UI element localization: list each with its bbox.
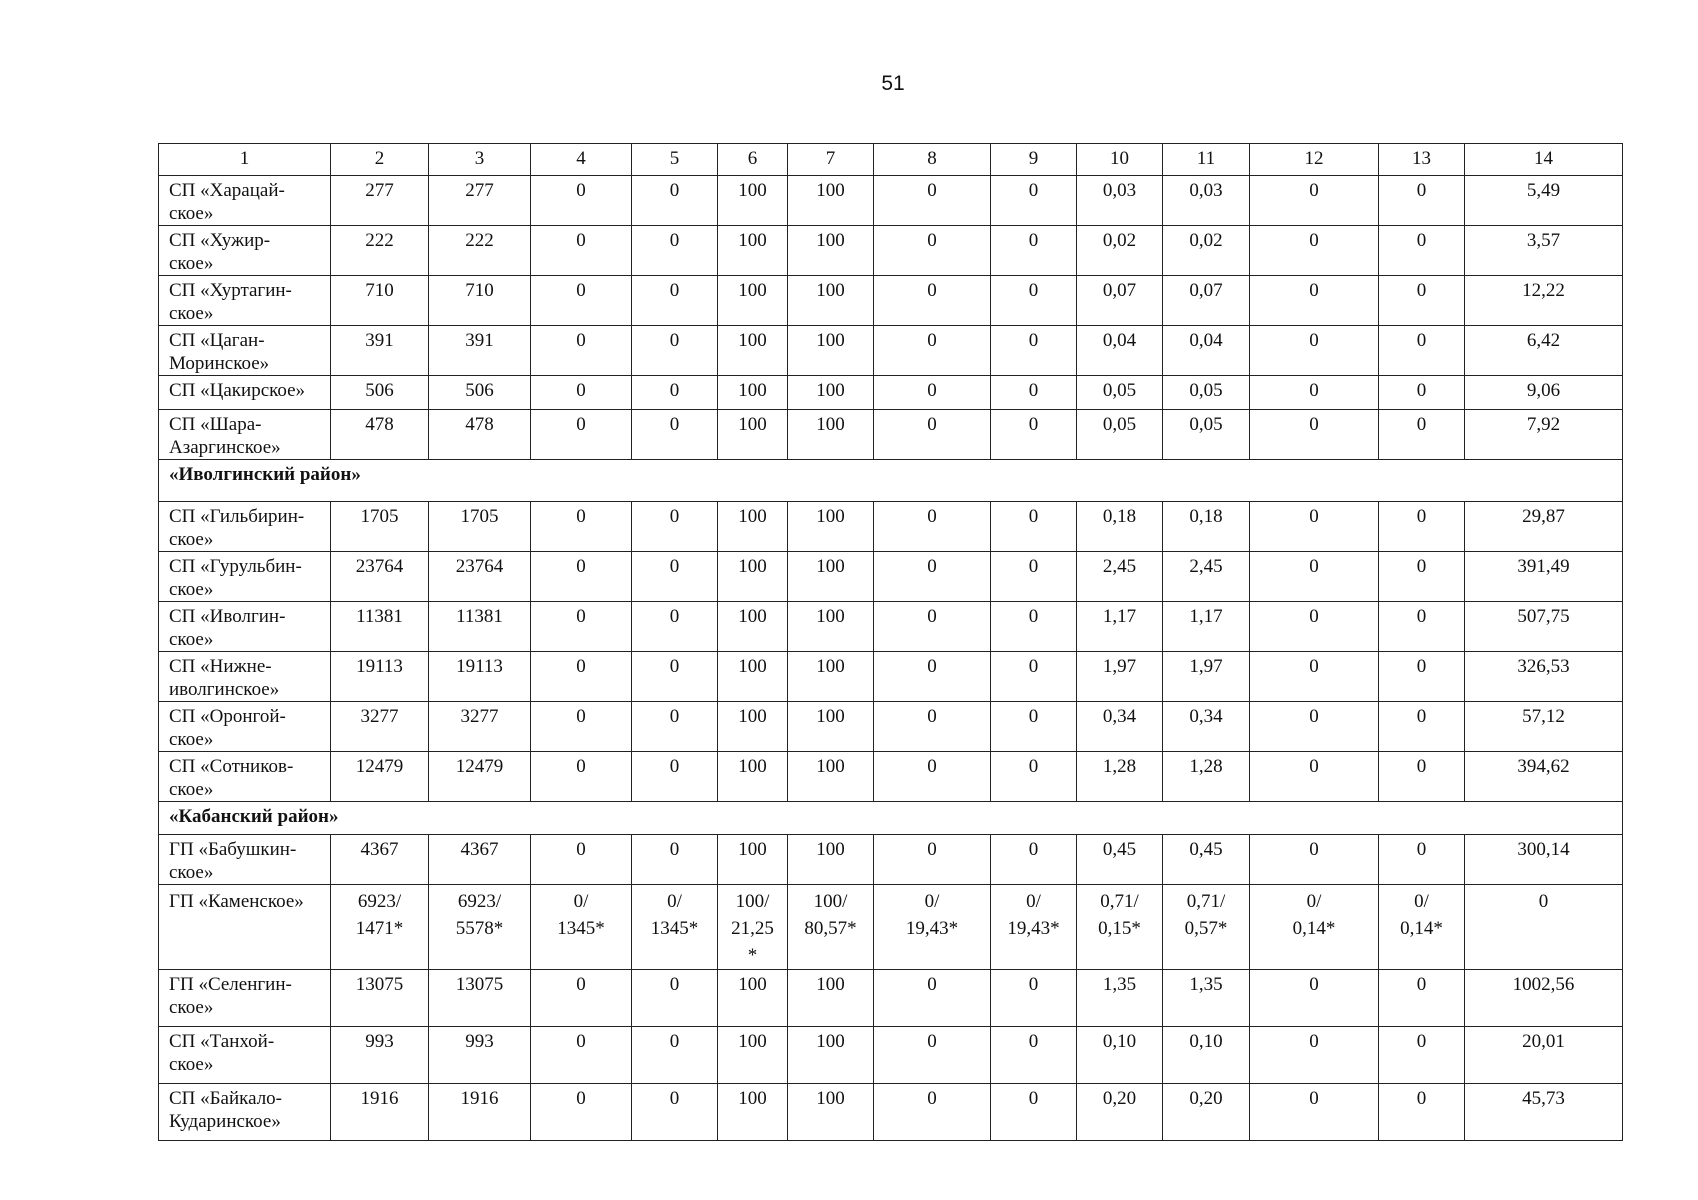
table-cell: 0,05 [1077, 410, 1163, 460]
table-cell: 0 [874, 326, 991, 376]
table-cell: 0 [991, 226, 1077, 276]
page-number: 51 [881, 72, 905, 95]
table-cell: 0 [531, 652, 632, 702]
table-cell: 100 [718, 702, 788, 752]
settlement-name: СП «Хужир- ское» [159, 226, 331, 276]
section-title: «Иволгинский район» [159, 460, 1623, 502]
table-cell: 0 [991, 552, 1077, 602]
table-cell: 0 [1379, 702, 1465, 752]
table-cell: 3,57 [1465, 226, 1623, 276]
table-cell: 100 [788, 176, 874, 226]
table-cell: 222 [331, 226, 429, 276]
table-cell: 0 [632, 410, 718, 460]
table-cell: 0 [632, 1027, 718, 1084]
table-cell: 0 [1379, 652, 1465, 702]
table-cell: 0 [531, 602, 632, 652]
table-cell: 0/ 19,43* [874, 885, 991, 970]
table-cell: 1705 [331, 502, 429, 552]
table-cell: 0,04 [1163, 326, 1250, 376]
table-cell: 7,92 [1465, 410, 1623, 460]
table-cell: 993 [429, 1027, 531, 1084]
table-cell: 0 [1379, 502, 1465, 552]
table-cell: 0,07 [1163, 276, 1250, 326]
table-cell: 45,73 [1465, 1084, 1623, 1141]
table-row [159, 835, 1623, 885]
table-cell: 0 [1379, 326, 1465, 376]
table-cell: 0 [991, 502, 1077, 552]
table-cell: 100 [788, 226, 874, 276]
table-cell: 0 [991, 970, 1077, 1027]
table-cell: 478 [429, 410, 531, 460]
table-cell: 100 [718, 410, 788, 460]
table-cell: 0 [874, 835, 991, 885]
table-cell: 0 [874, 752, 991, 802]
section-row [159, 460, 1623, 502]
table-cell: 394,62 [1465, 752, 1623, 802]
table-cell: 0 [991, 652, 1077, 702]
table-cell: 4367 [331, 835, 429, 885]
table-cell: 100 [788, 1027, 874, 1084]
table-cell: 0 [632, 702, 718, 752]
column-header: 9 [991, 144, 1077, 176]
table-cell: 0 [632, 752, 718, 802]
settlement-name: ГП «Каменское» [159, 885, 331, 970]
table-cell: 0 [1379, 1027, 1465, 1084]
table-cell: 20,01 [1465, 1027, 1623, 1084]
table-cell: 0 [1379, 276, 1465, 326]
table-cell: 0 [1379, 1084, 1465, 1141]
settlement-name: СП «Цакирское» [159, 376, 331, 410]
table-cell: 11381 [331, 602, 429, 652]
table-cell: 0 [1250, 410, 1379, 460]
table-cell: 0 [1379, 376, 1465, 410]
table-cell: 0 [991, 702, 1077, 752]
table-cell: 0 [531, 1027, 632, 1084]
table-cell: 23764 [429, 552, 531, 602]
column-header: 10 [1077, 144, 1163, 176]
table-cell: 391,49 [1465, 552, 1623, 602]
table-cell: 0 [632, 176, 718, 226]
column-header: 12 [1250, 144, 1379, 176]
table-cell: 0 [531, 835, 632, 885]
table-cell: 0,10 [1163, 1027, 1250, 1084]
table-cell: 12479 [331, 752, 429, 802]
table-cell: 222 [429, 226, 531, 276]
table-cell: 11381 [429, 602, 531, 652]
table-row [159, 652, 1623, 702]
table-cell: 0 [1250, 326, 1379, 376]
table-cell: 29,87 [1465, 502, 1623, 552]
table-cell: 0 [632, 376, 718, 410]
table-cell: 0 [1250, 602, 1379, 652]
table-cell: 0/ 1345* [632, 885, 718, 970]
table-cell: 12,22 [1465, 276, 1623, 326]
settlement-name: СП «Танхой- ское» [159, 1027, 331, 1084]
table-cell: 0 [874, 410, 991, 460]
table-cell: 1,17 [1077, 602, 1163, 652]
table-cell: 0,10 [1077, 1027, 1163, 1084]
table-cell: 0 [1379, 752, 1465, 802]
table-cell: 1,35 [1077, 970, 1163, 1027]
table-cell: 0/ 19,43* [991, 885, 1077, 970]
table-cell: 3277 [331, 702, 429, 752]
table-cell: 0,45 [1163, 835, 1250, 885]
table-cell: 19113 [429, 652, 531, 702]
table-cell: 0 [531, 226, 632, 276]
table-cell: 0 [531, 176, 632, 226]
table-cell: 1916 [331, 1084, 429, 1141]
table-cell: 23764 [331, 552, 429, 602]
table-cell: 100 [718, 602, 788, 652]
table-cell: 100 [718, 652, 788, 702]
settlement-name: СП «Иволгин- ское» [159, 602, 331, 652]
table-cell: 100 [788, 835, 874, 885]
table-cell: 506 [429, 376, 531, 410]
table-cell: 0 [1250, 652, 1379, 702]
table-cell: 0 [1250, 1084, 1379, 1141]
table-cell: 0 [1250, 1027, 1379, 1084]
table-cell: 0 [632, 970, 718, 1027]
table-cell: 0 [1250, 276, 1379, 326]
table-cell: 100 [718, 502, 788, 552]
settlement-name: СП «Байкало- Кударинское» [159, 1084, 331, 1141]
settlement-name: СП «Гурульбин- ское» [159, 552, 331, 602]
table-cell: 0 [1379, 552, 1465, 602]
table-cell: 326,53 [1465, 652, 1623, 702]
table-cell: 1,17 [1163, 602, 1250, 652]
table-cell: 0 [874, 1027, 991, 1084]
table-cell: 0 [531, 376, 632, 410]
table-cell: 1,28 [1163, 752, 1250, 802]
table-cell: 0 [632, 276, 718, 326]
table-cell: 6923/ 1471* [331, 885, 429, 970]
table-cell: 391 [331, 326, 429, 376]
settlement-name: СП «Нижне- иволгинское» [159, 652, 331, 702]
table-cell: 0 [1379, 602, 1465, 652]
table-cell: 0 [1250, 752, 1379, 802]
table-cell: 391 [429, 326, 531, 376]
table-row [159, 226, 1623, 276]
table-cell: 0,45 [1077, 835, 1163, 885]
table-cell: 0,02 [1077, 226, 1163, 276]
table-cell: 100 [718, 276, 788, 326]
settlement-name: СП «Хуртагин- ское» [159, 276, 331, 326]
table-cell: 0 [531, 502, 632, 552]
table-row [159, 502, 1623, 552]
table-row [159, 885, 1623, 970]
table-cell: 0 [531, 970, 632, 1027]
table-cell: 0 [531, 276, 632, 326]
column-header: 1 [159, 144, 331, 176]
settlement-name: СП «Сотников- ское» [159, 752, 331, 802]
table-cell: 100/ 21,25 * [718, 885, 788, 970]
table-cell: 1002,56 [1465, 970, 1623, 1027]
column-header: 5 [632, 144, 718, 176]
table-row [159, 752, 1623, 802]
settlement-name: СП «Оронгой- ское» [159, 702, 331, 752]
table-cell: 100 [788, 552, 874, 602]
table-cell: 0 [1379, 226, 1465, 276]
table-cell: 0/ 0,14* [1379, 885, 1465, 970]
column-header: 4 [531, 144, 632, 176]
table-cell: 0 [632, 602, 718, 652]
table-cell: 0 [531, 702, 632, 752]
table-cell: 12479 [429, 752, 531, 802]
table-cell: 0 [632, 552, 718, 602]
table-cell: 710 [331, 276, 429, 326]
table-cell: 0 [531, 326, 632, 376]
settlement-name: СП «Шара- Азаргинское» [159, 410, 331, 460]
settlement-name: ГП «Селенгин- ское» [159, 970, 331, 1027]
table-row [159, 970, 1623, 1027]
table-cell: 0 [1250, 835, 1379, 885]
table-cell: 0 [991, 176, 1077, 226]
table-cell: 6,42 [1465, 326, 1623, 376]
table-cell: 0 [531, 1084, 632, 1141]
table-cell: 100 [718, 376, 788, 410]
table-cell: 1,35 [1163, 970, 1250, 1027]
column-header: 6 [718, 144, 788, 176]
column-header: 8 [874, 144, 991, 176]
table-cell: 100 [788, 326, 874, 376]
table-row [159, 176, 1623, 226]
table-cell: 0 [874, 552, 991, 602]
table-cell: 0 [874, 702, 991, 752]
table-cell: 100 [788, 410, 874, 460]
header-row [159, 144, 1623, 176]
table-cell: 0 [1379, 970, 1465, 1027]
table-row [159, 602, 1623, 652]
table-cell: 100 [718, 552, 788, 602]
table-cell: 506 [331, 376, 429, 410]
table-cell: 0,03 [1077, 176, 1163, 226]
table-cell: 100 [788, 602, 874, 652]
table-cell: 0 [991, 276, 1077, 326]
table-cell: 1916 [429, 1084, 531, 1141]
table-row [159, 1027, 1623, 1084]
table-cell: 0 [1465, 885, 1623, 970]
table-cell: 0 [874, 276, 991, 326]
table-cell: 100 [788, 652, 874, 702]
table-cell: 0,34 [1163, 702, 1250, 752]
table-cell: 0 [1250, 226, 1379, 276]
table-cell: 0 [1379, 176, 1465, 226]
table-cell: 0 [991, 376, 1077, 410]
table-cell: 5,49 [1465, 176, 1623, 226]
table-row [159, 1084, 1623, 1141]
table-cell: 0,04 [1077, 326, 1163, 376]
table-cell: 100/ 80,57* [788, 885, 874, 970]
settlement-name: ГП «Бабушкин- ское» [159, 835, 331, 885]
table-cell: 300,14 [1465, 835, 1623, 885]
table-cell: 0 [632, 1084, 718, 1141]
data-table [158, 143, 1623, 1141]
table-cell: 0 [632, 502, 718, 552]
table-cell: 0 [531, 552, 632, 602]
table-cell: 0,07 [1077, 276, 1163, 326]
table-cell: 100 [718, 1027, 788, 1084]
settlement-name: СП «Гильбирин- ское» [159, 502, 331, 552]
table-cell: 478 [331, 410, 429, 460]
table-cell: 0 [991, 326, 1077, 376]
table-cell: 100 [718, 1084, 788, 1141]
table-cell: 2,45 [1163, 552, 1250, 602]
table-cell: 0 [874, 970, 991, 1027]
table-cell: 1,97 [1077, 652, 1163, 702]
table-cell: 0,03 [1163, 176, 1250, 226]
table-cell: 0 [991, 1027, 1077, 1084]
table-cell: 2,45 [1077, 552, 1163, 602]
table-cell: 100 [718, 326, 788, 376]
table-cell: 0 [991, 1084, 1077, 1141]
table-cell: 277 [429, 176, 531, 226]
table-cell: 0 [991, 410, 1077, 460]
table-cell: 0,05 [1163, 410, 1250, 460]
table-row [159, 376, 1623, 410]
column-header: 13 [1379, 144, 1465, 176]
section-row [159, 802, 1623, 835]
settlement-name: СП «Цаган- Моринское» [159, 326, 331, 376]
table-cell: 0,20 [1163, 1084, 1250, 1141]
table-cell: 100 [788, 1084, 874, 1141]
table-cell: 0 [874, 176, 991, 226]
table-cell: 100 [788, 752, 874, 802]
table-cell: 0,05 [1077, 376, 1163, 410]
table-cell: 0 [632, 835, 718, 885]
table-cell: 1705 [429, 502, 531, 552]
table-cell: 993 [331, 1027, 429, 1084]
table-cell: 100 [788, 702, 874, 752]
column-header: 11 [1163, 144, 1250, 176]
table-cell: 0 [1379, 410, 1465, 460]
column-header: 2 [331, 144, 429, 176]
table-cell: 710 [429, 276, 531, 326]
table-cell: 0 [991, 752, 1077, 802]
table-cell: 0,34 [1077, 702, 1163, 752]
table-cell: 100 [718, 752, 788, 802]
table-cell: 100 [788, 276, 874, 326]
table-cell: 100 [718, 970, 788, 1027]
table-cell: 507,75 [1465, 602, 1623, 652]
table-cell: 0 [632, 226, 718, 276]
table-cell: 100 [718, 835, 788, 885]
table-cell: 100 [788, 502, 874, 552]
table-cell: 0 [1250, 970, 1379, 1027]
table-cell: 0,05 [1163, 376, 1250, 410]
table-cell: 1,97 [1163, 652, 1250, 702]
table-cell: 0/ 0,14* [1250, 885, 1379, 970]
table-cell: 6923/ 5578* [429, 885, 531, 970]
section-title: «Кабанский район» [159, 802, 1623, 835]
table-cell: 0,71/ 0,15* [1077, 885, 1163, 970]
table-cell: 0 [1250, 702, 1379, 752]
settlement-name: СП «Харацай- ское» [159, 176, 331, 226]
table-cell: 100 [788, 970, 874, 1027]
table-cell: 0,71/ 0,57* [1163, 885, 1250, 970]
table-cell: 9,06 [1465, 376, 1623, 410]
table-cell: 0 [874, 502, 991, 552]
table-cell: 277 [331, 176, 429, 226]
table-cell: 0 [1250, 502, 1379, 552]
table-cell: 0 [632, 652, 718, 702]
table-cell: 4367 [429, 835, 531, 885]
table-cell: 0 [874, 1084, 991, 1141]
table-cell: 19113 [331, 652, 429, 702]
table-cell: 13075 [331, 970, 429, 1027]
table-cell: 100 [788, 376, 874, 410]
table-cell: 0 [874, 652, 991, 702]
table-row [159, 552, 1623, 602]
table-cell: 0,20 [1077, 1084, 1163, 1141]
table-cell: 0 [1250, 552, 1379, 602]
table-cell: 100 [718, 226, 788, 276]
table-cell: 1,28 [1077, 752, 1163, 802]
table-cell: 0/ 1345* [531, 885, 632, 970]
table-cell: 0 [1250, 376, 1379, 410]
table-cell: 57,12 [1465, 702, 1623, 752]
table-row [159, 410, 1623, 460]
table-cell: 0 [632, 326, 718, 376]
column-header: 3 [429, 144, 531, 176]
table-cell: 0 [991, 602, 1077, 652]
column-header: 7 [788, 144, 874, 176]
table-cell: 0 [874, 602, 991, 652]
table-cell: 0,02 [1163, 226, 1250, 276]
table-cell: 0 [991, 835, 1077, 885]
table-body [159, 144, 1623, 1141]
table-cell: 0 [874, 226, 991, 276]
column-header: 14 [1465, 144, 1623, 176]
table-row [159, 702, 1623, 752]
table-cell: 0,18 [1077, 502, 1163, 552]
table-cell: 0 [531, 410, 632, 460]
table-cell: 0,18 [1163, 502, 1250, 552]
table-cell: 0 [531, 752, 632, 802]
table-cell: 0 [1379, 835, 1465, 885]
table-row [159, 326, 1623, 376]
table-cell: 13075 [429, 970, 531, 1027]
table-row [159, 276, 1623, 326]
table-cell: 100 [718, 176, 788, 226]
table-cell: 0 [874, 376, 991, 410]
table-cell: 3277 [429, 702, 531, 752]
table-cell: 0 [1250, 176, 1379, 226]
